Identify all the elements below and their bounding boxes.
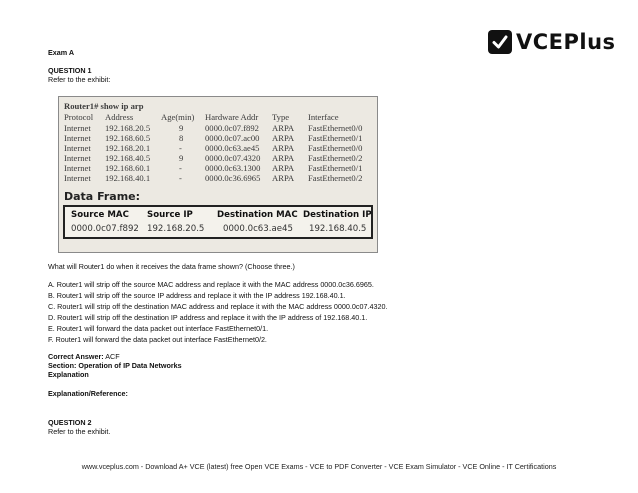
explanation-reference: Explanation/Reference:	[48, 389, 128, 398]
question-2-label: QUESTION 2	[48, 418, 92, 427]
cell-type: ARPA	[272, 123, 295, 133]
col-address: Address	[105, 112, 134, 122]
frame-header-destination-ip: Destination IP	[303, 210, 372, 220]
cell-hardware: 0000.0c07.ac00	[205, 133, 260, 143]
cell-address: 192.168.60.1	[105, 163, 151, 173]
frame-header-source-ip: Source IP	[147, 210, 193, 220]
cell-age: 8	[179, 133, 184, 143]
cell-address: 192.168.20.5	[105, 123, 151, 133]
cell-type: ARPA	[272, 173, 295, 183]
frame-header-destination-mac: Destination MAC	[217, 210, 298, 220]
exhibit-command: Router1# show ip arp	[64, 101, 144, 111]
question-2-intro: Refer to the exhibit.	[48, 427, 111, 436]
question-1-label: QUESTION 1	[48, 66, 92, 75]
cell-address: 192.168.40.5	[105, 153, 151, 163]
cell-protocol: Internet	[64, 173, 91, 183]
vceplus-logo	[488, 28, 620, 56]
cell-interface: FastEthernet0/1	[308, 133, 363, 143]
cell-type: ARPA	[272, 133, 295, 143]
col-hardware: Hardware Addr	[205, 112, 259, 122]
col-type: Type	[272, 112, 290, 122]
cell-interface: FastEthernet0/0	[308, 123, 363, 133]
answer-option-c: C. Router1 will strip off the destination MAC address and replace it with the MAC address 0000.0c07.4320.	[48, 302, 388, 311]
checkmark-icon	[488, 30, 512, 54]
cell-age: -	[179, 173, 182, 183]
cell-type: ARPA	[272, 163, 295, 173]
col-age: Age(min)	[161, 112, 195, 122]
question-1-prompt: What will Router1 do when it receives the data frame shown? (Choose three.)	[48, 262, 295, 271]
explanation-heading: Explanation	[48, 370, 89, 379]
col-protocol: Protocol	[64, 112, 94, 122]
answer-option-d: D. Router1 will strip off the destination IP address and replace it with the IP address of 192.168.40.1.	[48, 313, 368, 322]
cell-age: 9	[179, 123, 184, 133]
data-frame-title: Data Frame:	[64, 190, 141, 203]
cell-age: 9	[179, 153, 184, 163]
cell-address: 192.168.20.1	[105, 143, 151, 153]
data-frame-box	[63, 205, 373, 239]
answer-option-b: B. Router1 will strip off the source IP address and replace it with the IP address 192.168.40.1.	[48, 291, 346, 300]
cell-age: -	[179, 143, 182, 153]
frame-value-source-ip: 192.168.20.5	[147, 224, 205, 234]
cell-address: 192.168.60.5	[105, 133, 151, 143]
cell-hardware: 0000.0c07.4320	[205, 153, 261, 163]
cell-protocol: Internet	[64, 123, 91, 133]
cell-hardware: 0000.0c63.ae45	[205, 143, 260, 153]
correct-answer-label: Correct Answer:	[48, 352, 104, 361]
footer-text: www.vceplus.com - Download A+ VCE (latest) free Open VCE Exams - VCE to PDF Converter - VCE Exam Simulator - VCE Online - IT Certifications	[81, 462, 557, 471]
frame-value-destination-mac: 0000.0c63.ae45	[223, 224, 293, 234]
frame-value-destination-ip: 192.168.40.5	[309, 224, 367, 234]
cell-protocol: Internet	[64, 163, 91, 173]
frame-header-source-mac: Source MAC	[71, 210, 129, 220]
section-line: Section: Operation of IP Data Networks	[48, 361, 182, 370]
cell-type: ARPA	[272, 143, 295, 153]
cell-address: 192.168.40.1	[105, 173, 151, 183]
cell-protocol: Internet	[64, 143, 91, 153]
exam-title: Exam A	[48, 48, 75, 57]
cell-interface: FastEthernet0/2	[308, 153, 363, 163]
col-interface: Interface	[308, 112, 339, 122]
cell-protocol: Internet	[64, 133, 91, 143]
cell-hardware: 0000.0c63.1300	[205, 163, 261, 173]
cell-protocol: Internet	[64, 153, 91, 163]
cell-interface: FastEthernet0/1	[308, 163, 363, 173]
cell-interface: FastEthernet0/0	[308, 143, 363, 153]
correct-answer	[48, 352, 120, 361]
correct-answer-value: ACF	[105, 352, 120, 361]
frame-value-source-mac: 0000.0c07.f892	[71, 224, 139, 234]
answer-option-a: A. Router1 will strip off the source MAC address and replace it with the MAC address 0000.0c36.6965.	[48, 280, 374, 289]
question-1-intro: Refer to the exhibit:	[48, 75, 111, 84]
logo-text: VCEPlus	[516, 30, 616, 54]
exhibit-image	[58, 96, 378, 253]
answer-option-f: F. Router1 will forward the data packet out interface FastEthernet0/2.	[48, 335, 267, 344]
cell-age: -	[179, 163, 182, 173]
answer-option-e: E. Router1 will forward the data packet out interface FastEthernet0/1.	[48, 324, 269, 333]
cell-type: ARPA	[272, 153, 295, 163]
cell-hardware: 0000.0c07.f892	[205, 123, 259, 133]
cell-hardware: 0000.0c36.6965	[205, 173, 261, 183]
cell-interface: FastEthernet0/2	[308, 173, 363, 183]
